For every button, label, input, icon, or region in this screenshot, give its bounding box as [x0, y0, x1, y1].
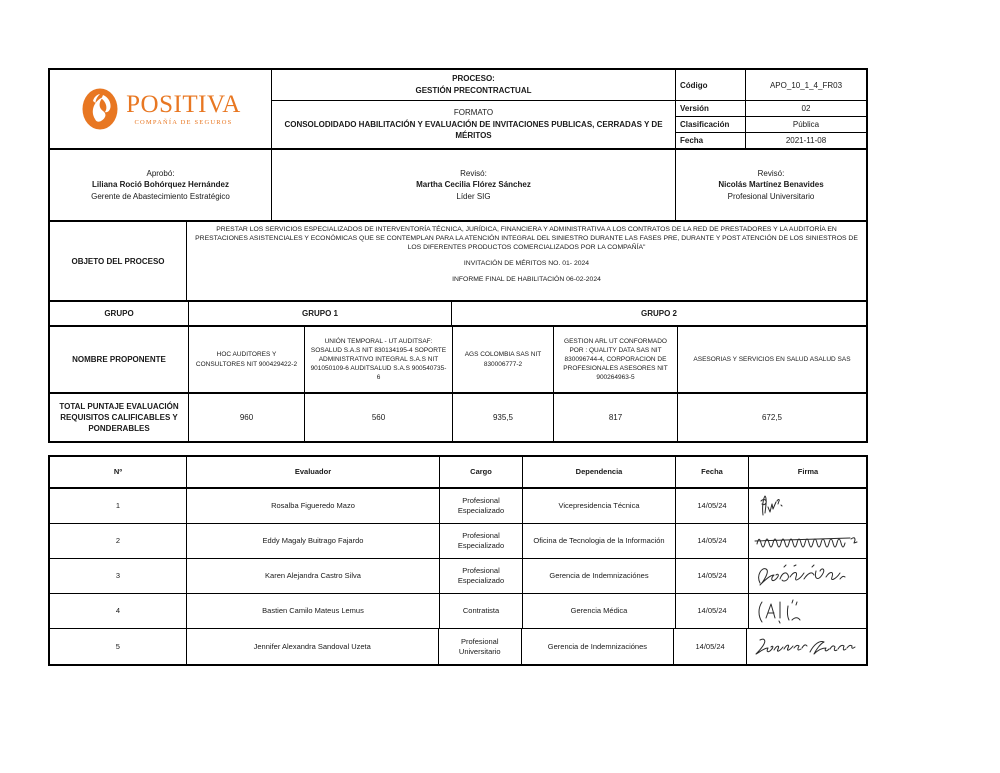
clasificacion-row [676, 117, 866, 133]
grupo-2-header: GRUPO 2 [640, 309, 677, 318]
evaluators-table [48, 455, 868, 666]
row-cargo: Profesional Especializado [440, 489, 523, 523]
clasificacion-value: Pública [792, 120, 820, 129]
total-score-4: 817 [554, 394, 678, 441]
row-dependencia: Gerencia de Indemnizaciónes [522, 629, 675, 664]
total-label: TOTAL PUNTAJE EVALUACIÓN REQUISITOS CALIFICABLES Y PONDERABLES [50, 394, 189, 441]
approval-reviso-1 [272, 150, 676, 220]
proponente-1: HOC AUDITORES Y CONSULTORES NIT 900429422-2 [189, 327, 305, 392]
version-label: Versión [676, 101, 746, 116]
approval-title: Líder SIG [456, 191, 491, 201]
header-table [48, 68, 868, 443]
codigo-row [676, 70, 866, 101]
table-row [50, 594, 866, 629]
signature-scribble [754, 563, 850, 589]
signature-cell [747, 629, 866, 664]
row-dependencia: Vicepresidencia Técnica [523, 489, 676, 523]
table-row [50, 559, 866, 594]
fecha-row [676, 133, 866, 148]
total-score-5: 672,5 [761, 413, 783, 422]
approvals-band [50, 150, 866, 222]
row-cargo: Profesional Especializado [440, 524, 523, 558]
approval-role: Revisó: [757, 168, 785, 178]
approval-name: Nicolás Martínez Benavides [718, 180, 824, 190]
proceso-value: GESTIÓN PRECONTRACTUAL [415, 86, 532, 95]
row-cargo: Profesional Especializado [440, 559, 523, 593]
row-cargo: Profesional Universitario [439, 629, 522, 664]
row-numero: 2 [50, 524, 187, 558]
header-evaluador: Evaluador [187, 457, 440, 487]
row-evaluador: Bastien Camilo Mateus Lemus [187, 594, 440, 628]
signature-scribble [752, 635, 862, 659]
approval-aprobo [50, 150, 272, 220]
fecha-label: Fecha [676, 133, 746, 148]
row-fecha: 14/05/24 [676, 594, 749, 628]
row-numero: 5 [50, 629, 187, 664]
doc-meta-block [676, 70, 866, 148]
header-band [50, 70, 866, 150]
signature-scribble [754, 596, 810, 626]
objeto-informe: INFORME FINAL DE HABILITACIÓN 06-02-2024 [452, 275, 601, 283]
signature-cell [749, 489, 866, 523]
logo-wordmark: POSITIVA [126, 91, 241, 118]
grupo-label: GRUPO [50, 302, 189, 325]
header-cargo: Cargo [440, 457, 523, 487]
objeto-band [50, 222, 866, 302]
approval-role: Aprobó: [146, 168, 175, 178]
proponentes-band [50, 327, 866, 394]
signature-scribble [754, 530, 862, 552]
row-fecha: 14/05/24 [676, 489, 749, 523]
objeto-invitacion: INVITACIÓN DE MÉRITOS NO. 01- 2024 [463, 259, 590, 267]
formato-title: CONSOLODIDADO HABILITACIÓN Y EVALUACIÓN DE INVITACIONES PUBLICAS, CERRADAS Y DE MÉRITOS [284, 119, 663, 141]
row-fecha: 14/05/24 [676, 559, 749, 593]
approval-reviso-2 [676, 150, 866, 220]
table-row [50, 489, 866, 524]
proponente-label: NOMBRE PROPONENTE [50, 327, 189, 392]
row-fecha: 14/05/24 [674, 629, 747, 664]
header-dependencia: Dependencia [523, 457, 676, 487]
header-numero: Nº [50, 457, 187, 487]
row-numero: 3 [50, 559, 187, 593]
version-row [676, 101, 866, 117]
total-score-3: 935,5 [453, 394, 554, 441]
logo-text [126, 92, 241, 126]
table-row [50, 524, 866, 559]
row-numero: 1 [50, 489, 187, 523]
row-dependencia: Oficina de Tecnologia de la Información [523, 524, 676, 558]
grupo-1-header: GRUPO 1 [189, 302, 452, 325]
proponente-3: AGS COLOMBIA SAS NIT 830006777-2 [453, 327, 554, 392]
proceso-label: PROCESO: [452, 74, 495, 84]
formato-cell [272, 101, 675, 148]
logo-tagline: COMPAÑÍA DE SEGUROS [134, 119, 233, 126]
evaluators-header-row [50, 457, 866, 489]
clasificacion-label: Clasificación [676, 117, 746, 132]
proponente-2: UNIÓN TEMPORAL - UT AUDITSAF: SOSALUD S.A.S NIT 830134195-4 SOPORTE ADMINISTRATIVO INTEGRAL S.A.S NIT 901050109-6 AUDITSALUD S.A.S 900540735-6 [305, 327, 453, 392]
grupo-band [50, 302, 866, 327]
codigo-label: Código [676, 70, 746, 100]
proceso-cell [272, 70, 675, 101]
proponente-5: ASESORIAS Y SERVICIOS EN SALUD ASALUD SAS [693, 355, 851, 363]
table-row [50, 629, 866, 664]
fecha-value: 2021-11-08 [785, 136, 827, 145]
approval-title: Profesional Universitario [727, 191, 815, 201]
version-value: 02 [801, 104, 811, 113]
row-numero: 4 [50, 594, 187, 628]
signature-cell [749, 559, 866, 593]
row-fecha: 14/05/24 [676, 524, 749, 558]
row-dependencia: Gerencia de Indemnizaciónes [523, 559, 676, 593]
total-score-1: 960 [189, 394, 305, 441]
header-firma: Firma [797, 467, 819, 477]
total-band [50, 394, 866, 441]
approval-name: Martha Cecilia Flórez Sánchez [416, 180, 531, 190]
proponente-4: GESTION ARL UT CONFORMADO POR : QUALITY DATA SAS NIT 830096744-4, CORPORACION DE PROFESIONALES ASESORES NIT 900264963-5 [554, 327, 678, 392]
row-evaluador: Eddy Magaly Buitrago Fajardo [187, 524, 440, 558]
row-cargo: Contratista [440, 594, 523, 628]
row-evaluador: Rosalba Figueredo Mazo [187, 489, 440, 523]
row-evaluador: Jennifer Alexandra Sandoval Uzeta [187, 629, 439, 664]
objeto-paragraph: PRESTAR LOS SERVICIOS ESPECIALIZADOS DE INTERVENTORÍA TÉCNICA, JURÍDICA, FINANCIERA Y ADMINISTRATIVA A LOS CONTRATOS DE LA RED DE PRESTADORES Y LA AUDITORÍA EN PRESTACIONES ASISTENCIALES Y ECONÓMICAS QUE SE CONTEMPLAN PARA LA ATENCIÓN INTEGRAL DEL SINIESTRO DURANTE LAS FASES PRE, DURANTE Y POST ATENCIÓN DE LOS SINIESTROS DE LOS DIFERENTES PRODUCTOS COMERCIALIZADOS POR LA COMPAÑÍA" [195, 226, 858, 252]
approval-role: Revisó: [460, 168, 487, 178]
approval-title: Gerente de Abastecimiento Estratégico [91, 191, 230, 201]
title-block [272, 70, 676, 148]
row-evaluador: Karen Alejandra Castro Silva [187, 559, 440, 593]
approval-name: Liliana Roció Bohórquez Hernández [92, 180, 229, 190]
formato-label: FORMATO [453, 108, 494, 118]
objeto-label: OBJETO DEL PROCESO [50, 222, 187, 300]
logo [50, 70, 272, 148]
signature-cell [749, 594, 866, 628]
objeto-content [187, 222, 866, 300]
row-dependencia: Gerencia Médica [523, 594, 676, 628]
signature-cell [749, 524, 866, 558]
signature-scribble [754, 492, 796, 520]
total-score-2: 560 [305, 394, 453, 441]
codigo-value: APO_10_1_4_FR03 [769, 80, 843, 90]
positiva-logo-icon [80, 87, 120, 131]
header-fecha: Fecha [676, 457, 749, 487]
